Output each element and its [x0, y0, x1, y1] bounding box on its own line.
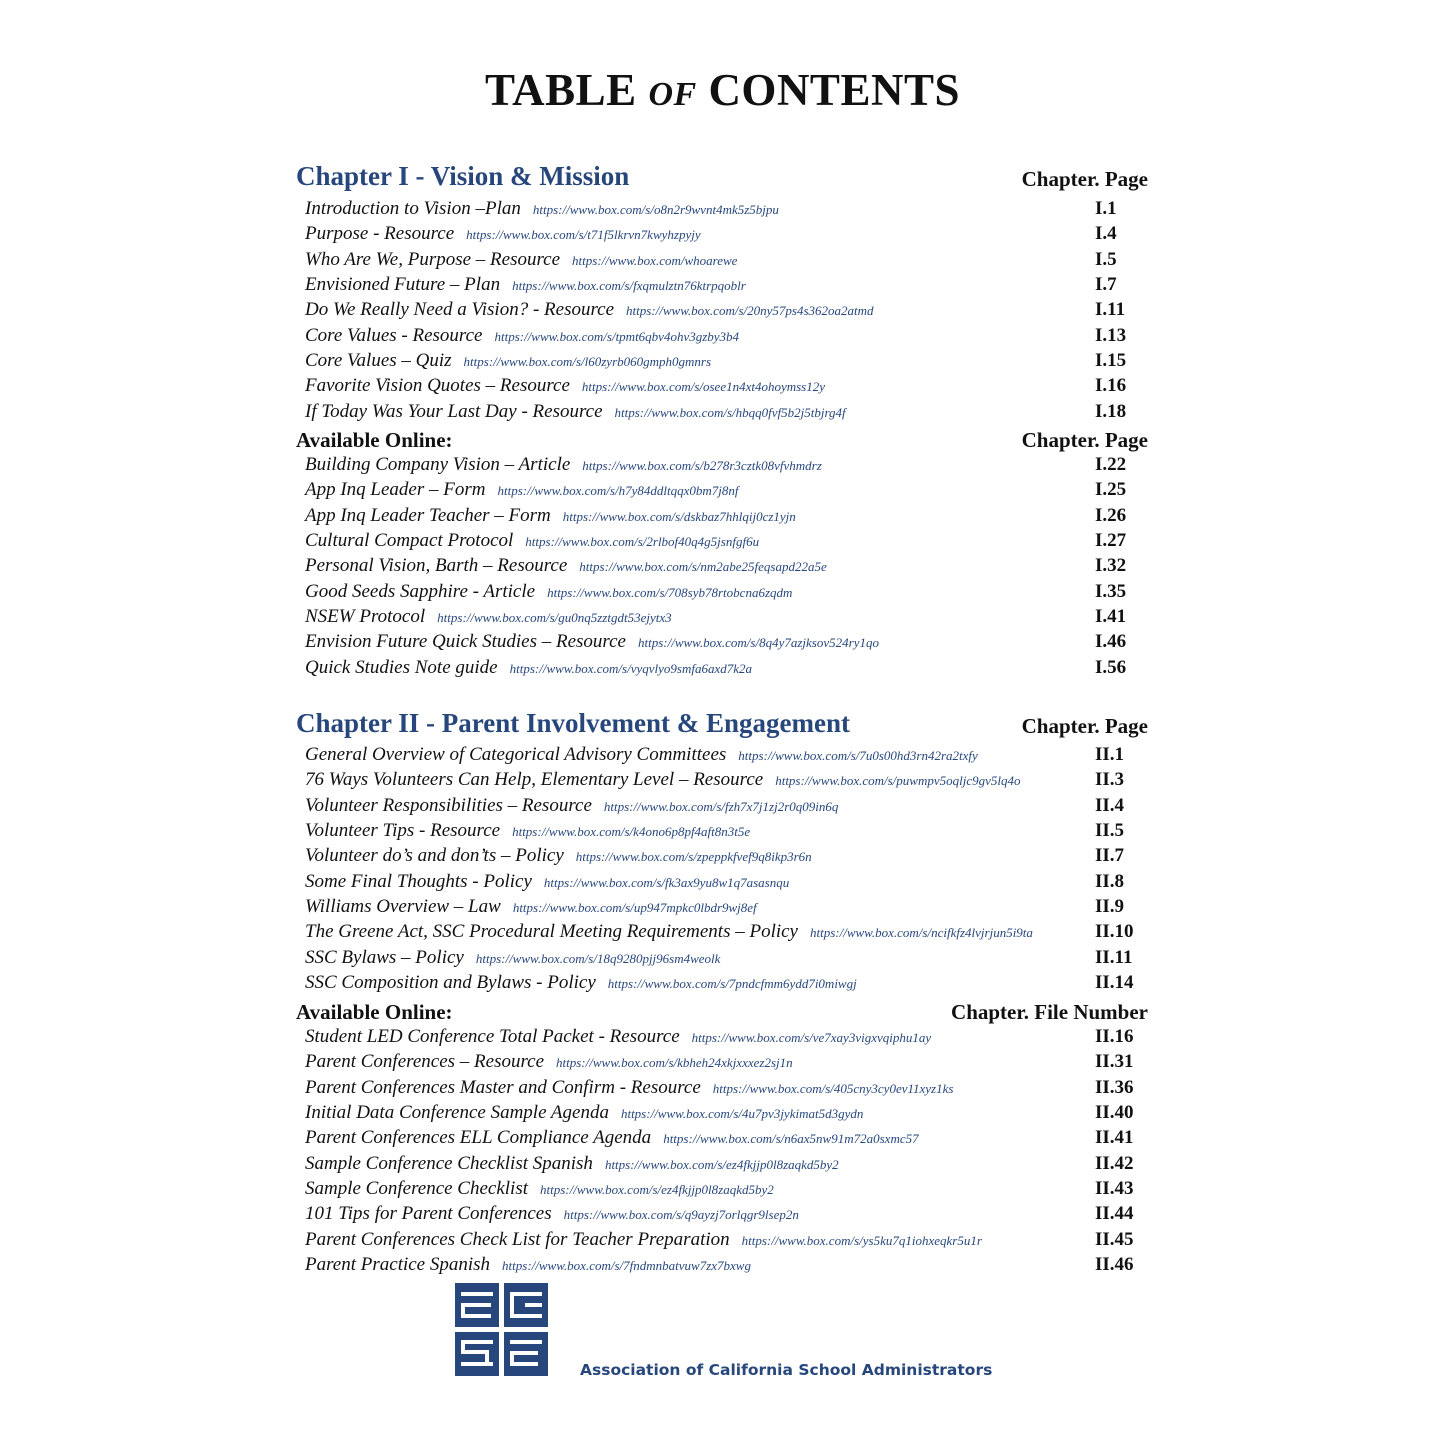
acsa-logo-icon	[455, 1283, 548, 1376]
entry-link[interactable]: https://www.box.com/s/ez4fkjjp0l8zaqkd5by2	[604, 1156, 839, 1172]
toc-entry	[305, 1125, 1148, 1150]
toc-entry	[305, 767, 1148, 792]
chapter-2-header	[296, 707, 1148, 739]
entry-title: App Inq Leader – Form	[305, 479, 486, 501]
entry-page-number: II.41	[1095, 1127, 1134, 1149]
entry-link[interactable]: https://www.box.com/s/fxqmulztn76ktrpqoblr	[512, 278, 746, 294]
entry-page-number: II.44	[1095, 1203, 1134, 1225]
toc-entry	[305, 1024, 1148, 1049]
toc-entry	[305, 503, 1148, 528]
entry-page-number: I.25	[1095, 479, 1127, 501]
entry-page-number: I.32	[1095, 555, 1127, 577]
entry-title: SSC Bylaws – Policy	[305, 946, 464, 968]
entry-title: Sample Conference Checklist	[305, 1178, 529, 1200]
entry-page-number: I.26	[1095, 504, 1127, 526]
toc-entry	[305, 742, 1148, 767]
entry-link[interactable]: https://www.box.com/s/n6ax5nw91m72a0sxmc57	[663, 1131, 919, 1147]
entry-page-number: II.7	[1095, 845, 1125, 867]
toc-entry	[305, 843, 1148, 868]
entry-link[interactable]: https://www.box.com/s/o8n2r9wvnt4mk5z5bjpu	[532, 202, 779, 217]
chapter-2-online-header	[296, 993, 1148, 1025]
toc-entry	[305, 970, 1148, 995]
organization-name: Association of California School Administrators	[580, 1361, 993, 1379]
entry-link[interactable]: https://www.box.com/s/q9ayzj7orlqgr9lsep2n	[563, 1207, 799, 1223]
toc-entry	[305, 818, 1148, 843]
toc-entry	[305, 629, 1148, 654]
toc-entry	[305, 477, 1148, 502]
chapter-1-online-page-column-label: Chapter. Page	[1021, 428, 1148, 452]
entry-title: Introduction to Vision –Plan	[305, 198, 521, 219]
entry-title: Student LED Conference Total Packet - Resource	[305, 1026, 680, 1047]
entry-title: Parent Conferences ELL Compliance Agenda	[305, 1127, 652, 1149]
entry-link[interactable]: https://www.box.com/s/l60zyrb060gmph0gmnrs	[463, 354, 712, 370]
entry-title: Parent Conferences Check List for Teacher Preparation	[305, 1228, 730, 1250]
toc-entry	[305, 196, 1148, 221]
entry-title: Core Values - Resource	[305, 324, 483, 346]
entry-page-number: II.3	[1095, 769, 1125, 791]
entry-title: Volunteer Tips - Resource	[305, 820, 501, 842]
toc-entry	[305, 297, 1148, 322]
chapter-2-heading: Chapter II - Parent Involvement & Engagement	[296, 708, 850, 738]
entry-title: Envision Future Quick Studies – Resource	[305, 631, 626, 653]
entry-link[interactable]: https://www.box.com/s/hbqq0fvf5b2j5tbjrg4f	[614, 404, 846, 420]
entry-title: SSC Composition and Bylaws - Policy	[305, 972, 596, 994]
chapter-1-online-header	[296, 421, 1148, 453]
title-of: OF	[648, 76, 697, 113]
entry-page-number: I.27	[1095, 530, 1127, 552]
entry-page-number: II.43	[1095, 1178, 1134, 1200]
toc-entry	[305, 1227, 1148, 1252]
entry-page-number: I.46	[1095, 631, 1127, 653]
entry-link[interactable]: https://www.box.com/s/fzh7x7j1zj2r0q09in6q	[603, 798, 839, 814]
entry-title: Initial Data Conference Sample Agenda	[305, 1102, 609, 1124]
toc-entry	[305, 579, 1148, 604]
entry-page-number: II.40	[1095, 1102, 1134, 1124]
entry-title: If Today Was Your Last Day - Resource	[305, 400, 603, 422]
entry-page-number: I.13	[1095, 324, 1127, 346]
entry-title: Building Company Vision – Article	[305, 454, 571, 475]
toc-entry	[305, 1151, 1148, 1176]
chapter-1-entries	[305, 196, 1148, 424]
entry-link[interactable]: https://www.box.com/s/fk3ax9yu8w1q7asasnqu	[543, 874, 790, 890]
entry-link[interactable]: https://www.box.com/s/7u0s00hd3rn42ra2txfy	[738, 748, 978, 763]
entry-title: 101 Tips for Parent Conferences	[305, 1203, 552, 1225]
toc-entry	[305, 1252, 1148, 1277]
entry-link[interactable]: https://www.box.com/whoarewe	[572, 252, 738, 268]
entry-link[interactable]: https://www.box.com/s/7fndmnbatvuw7zx7bxwg	[502, 1258, 751, 1274]
toc-entry	[305, 272, 1148, 297]
toc-entry	[305, 348, 1148, 373]
entry-page-number: I.35	[1095, 580, 1127, 602]
entry-page-number: II.9	[1095, 896, 1125, 918]
toc-entry	[305, 452, 1148, 477]
entry-title: Personal Vision, Barth – Resource	[305, 555, 568, 577]
chapter-1-page-column-label: Chapter. Page	[1021, 167, 1148, 191]
entry-page-number: II.46	[1095, 1254, 1134, 1276]
toc-entry	[305, 553, 1148, 578]
entry-page-number: I.11	[1095, 299, 1126, 321]
entry-title: Favorite Vision Quotes – Resource	[305, 375, 570, 397]
entry-page-number: II.45	[1095, 1228, 1134, 1250]
entry-title: Volunteer Responsibilities – Resource	[305, 794, 592, 816]
entry-link[interactable]: https://www.box.com/s/t71f5lkrvn7kwyhzpyjy	[466, 227, 701, 243]
entry-page-number: I.15	[1095, 350, 1127, 372]
entry-link[interactable]: https://www.box.com/s/k4ono6p8pf4aft8n3t5e	[512, 824, 751, 840]
entry-title: Good Seeds Sapphire - Article	[305, 580, 536, 602]
entry-title: Parent Practice Spanish	[305, 1254, 491, 1276]
entry-title: Parent Conferences – Resource	[305, 1051, 545, 1073]
entry-page-number: I.7	[1095, 274, 1117, 296]
chapter-2-page-column-label: Chapter. Page	[1021, 714, 1148, 738]
entry-page-number: I.4	[1095, 223, 1117, 245]
entry-link[interactable]: https://www.box.com/s/8q4y7azjksov524ry1qo	[638, 635, 879, 651]
toc-entry	[305, 793, 1148, 818]
entry-page-number: II.10	[1095, 921, 1134, 943]
toc-entry	[305, 1075, 1148, 1100]
toc-entry	[305, 1049, 1148, 1074]
toc-entry	[305, 869, 1148, 894]
entry-link[interactable]: https://www.box.com/s/gu0nq5zztgdt53ejytx3	[437, 610, 672, 626]
entry-link[interactable]: https://www.box.com/s/h7y84ddltqqx0bm7j8nf	[497, 483, 739, 499]
entry-title: Core Values – Quiz	[305, 350, 452, 372]
entry-title: Volunteer do’s and don’ts – Policy	[305, 845, 564, 867]
entry-page-number: I.18	[1095, 400, 1127, 422]
entry-link[interactable]: https://www.box.com/s/vyqvlyo9smfa6axd7k2a	[509, 660, 752, 676]
toc-entry	[305, 247, 1148, 272]
entry-title: App Inq Leader Teacher – Form	[305, 504, 551, 526]
entry-link[interactable]: https://www.box.com/s/ys5ku7q1iohxeqkr5u1r	[741, 1232, 982, 1248]
entry-link[interactable]: https://www.box.com/s/2rlbof40q4g5jsnfgf6u	[525, 534, 760, 550]
entry-title: Some Final Thoughts - Policy	[305, 870, 532, 892]
toc-entry	[305, 655, 1148, 680]
entry-title: NSEW Protocol	[305, 606, 426, 628]
entry-title: Quick Studies Note guide	[305, 656, 498, 678]
entry-link[interactable]: https://www.box.com/s/osee1n4xt4ohoymss12y	[581, 379, 826, 395]
title-rest: CONTENTS	[708, 65, 961, 115]
entry-page-number: II.14	[1095, 972, 1134, 994]
entry-link[interactable]: https://www.box.com/s/ez4fkjjp0l8zaqkd5by2	[540, 1182, 774, 1198]
entry-page-number: II.42	[1095, 1152, 1134, 1174]
entry-link[interactable]: https://www.box.com/s/4u7pv3jykimat5d3gydn	[620, 1106, 864, 1122]
chapter-2-online-entries	[305, 1024, 1148, 1277]
entry-link[interactable]: https://www.box.com/s/ve7xay3vigxvqiphu1ay	[691, 1030, 932, 1045]
toc-entry	[305, 604, 1148, 629]
chapter-2-online-page-column-label: Chapter. File Number	[951, 1000, 1148, 1024]
toc-entry	[305, 919, 1148, 944]
chapter-1-online-entries	[305, 452, 1148, 680]
entry-page-number: II.31	[1095, 1051, 1134, 1073]
title-main: TABLE	[484, 65, 637, 115]
entry-page-number: II.4	[1095, 794, 1125, 816]
entry-title: Purpose - Resource	[305, 223, 455, 245]
entry-link[interactable]: https://www.box.com/s/nm2abe25feqsapd22a5e	[579, 559, 827, 575]
chapter-2-online-label: Available Online:	[296, 1000, 453, 1024]
entry-title: Sample Conference Checklist Spanish	[305, 1152, 593, 1174]
entry-page-number: II.8	[1095, 870, 1125, 892]
entry-link[interactable]: https://www.box.com/s/7pndcfmm6ydd7i0miwgj	[607, 976, 857, 992]
entry-link[interactable]: https://www.box.com/s/ncifkfz4lvjrjun5i9ta	[810, 925, 1033, 941]
toc-entry	[305, 528, 1148, 553]
entry-title: Cultural Compact Protocol	[305, 530, 514, 552]
entry-link[interactable]: https://www.box.com/s/puwmpv5oqljc9gv5lq4o	[775, 773, 1021, 789]
toc-entry	[305, 323, 1148, 348]
entry-link[interactable]: https://www.box.com/s/b278r3cztk08vfvhmdrz	[582, 458, 822, 473]
entry-title: 76 Ways Volunteers Can Help, Elementary Level – Resource	[305, 769, 764, 791]
toc-entry	[305, 945, 1148, 970]
chapter-1-heading: Chapter I - Vision & Mission	[296, 161, 630, 191]
entry-link[interactable]: https://www.box.com/s/20ny57ps4s362oa2atmd	[626, 303, 874, 319]
entry-title: Who Are We, Purpose – Resource	[305, 248, 561, 270]
entry-link[interactable]: https://www.box.com/s/kbheh24xkjxxxez2sj1n	[556, 1055, 793, 1071]
entry-page-number: I.5	[1095, 248, 1117, 270]
entry-page-number: II.36	[1095, 1076, 1134, 1098]
entry-link[interactable]: https://www.box.com/s/zpeppkfvef9q8ikp3r6n	[575, 849, 812, 865]
chapter-1-header	[296, 160, 1148, 192]
entry-link[interactable]: https://www.box.com/s/18q9280pjj96sm4weolk	[475, 950, 721, 966]
entry-link[interactable]: https://www.box.com/s/405cny3cy0ev11xyz1ks	[712, 1080, 954, 1096]
entry-link[interactable]: https://www.box.com/s/dskbaz7hhlqij0cz1yjn	[562, 508, 796, 524]
entry-page-number: II.5	[1095, 820, 1125, 842]
entry-page-number: I.1	[1095, 198, 1117, 219]
entry-page-number: I.41	[1095, 606, 1127, 628]
entry-page-number: II.16	[1095, 1026, 1134, 1047]
toc-entry	[305, 1100, 1148, 1125]
entry-page-number: II.11	[1095, 946, 1133, 968]
toc-entry	[305, 221, 1148, 246]
chapter-2-entries	[305, 742, 1148, 995]
entry-page-number: I.16	[1095, 375, 1127, 397]
entry-title: Envisioned Future – Plan	[305, 274, 501, 296]
entry-title: Williams Overview – Law	[305, 896, 501, 918]
entry-link[interactable]: https://www.box.com/s/708syb78rtobcna6zqdm	[547, 584, 793, 600]
page-title	[0, 64, 1445, 116]
entry-title: General Overview of Categorical Advisory Committees	[305, 744, 727, 765]
entry-page-number: II.1	[1095, 744, 1125, 765]
entry-link[interactable]: https://www.box.com/s/up947mpkc0lbdr9wj8ef	[512, 900, 757, 916]
entry-title: Do We Really Need a Vision? - Resource	[305, 299, 615, 321]
toc-entry	[305, 894, 1148, 919]
toc-entry	[305, 373, 1148, 398]
chapter-1-online-label: Available Online:	[296, 428, 453, 452]
toc-entry	[305, 1176, 1148, 1201]
entry-title: The Greene Act, SSC Procedural Meeting Requirements – Policy	[305, 921, 798, 943]
entry-page-number: I.56	[1095, 656, 1127, 678]
toc-entry	[305, 1201, 1148, 1226]
entry-link[interactable]: https://www.box.com/s/tpmt6qbv4ohv3gzby3b4	[494, 328, 740, 344]
entry-page-number: I.22	[1095, 454, 1127, 475]
entry-title: Parent Conferences Master and Confirm - Resource	[305, 1076, 701, 1098]
